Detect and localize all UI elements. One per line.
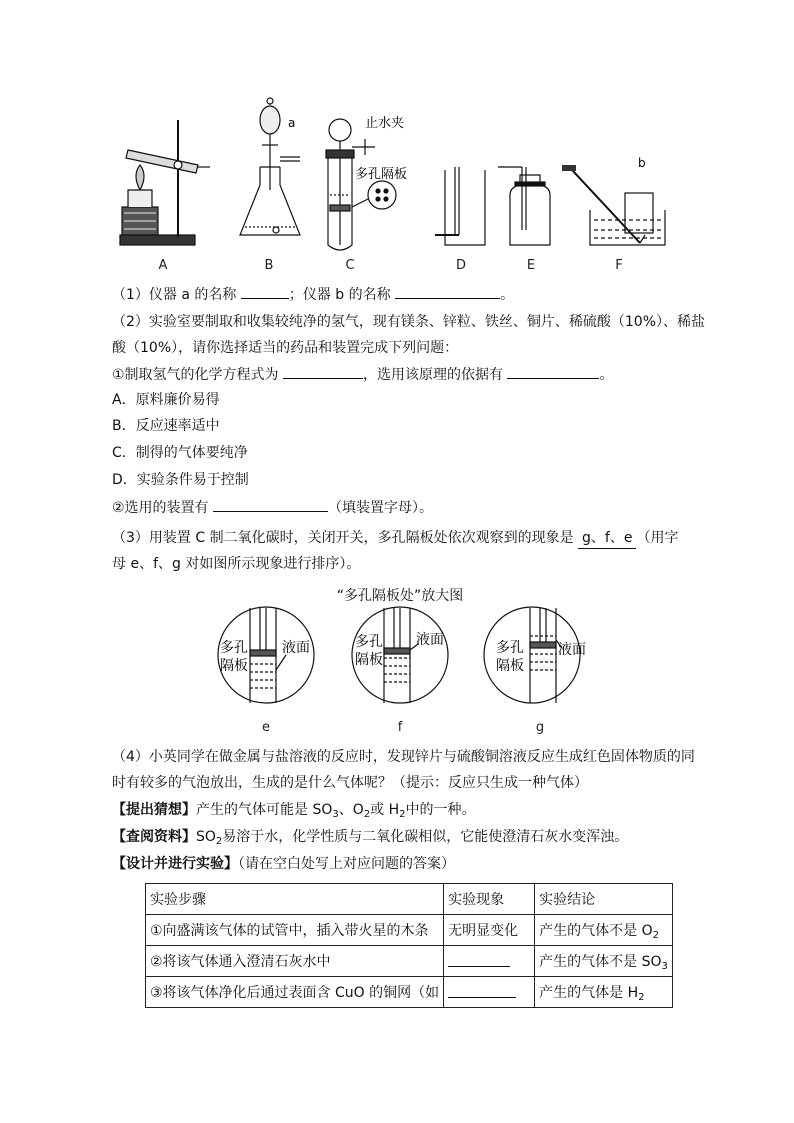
apparatus-figure bbox=[110, 95, 670, 275]
design-heading: 【设计并进行实验】（请在空白处写上对应问题的答案） bbox=[112, 856, 455, 872]
label-b: B bbox=[264, 258, 274, 273]
plate-label-e-2: 隔板 bbox=[220, 658, 248, 674]
option-a: A．原料廉价易得 bbox=[112, 392, 220, 408]
table-row bbox=[146, 946, 673, 977]
plate-label-e-1: 多孔 bbox=[220, 640, 248, 656]
annotation-a: a bbox=[288, 116, 296, 130]
q1-blank-a[interactable] bbox=[241, 284, 289, 299]
basis-blank[interactable] bbox=[507, 364, 599, 379]
magnified-label-e: e bbox=[262, 720, 270, 735]
option-b: B．反应速率适中 bbox=[112, 418, 220, 434]
plate-label-f-2: 隔板 bbox=[355, 652, 383, 668]
plate-label: 多孔隔板 bbox=[355, 167, 408, 182]
apparatus-e-drawing bbox=[498, 167, 550, 245]
table-row bbox=[146, 977, 673, 1008]
phenomenon-blank-cell[interactable] bbox=[444, 946, 535, 977]
label-a: A bbox=[158, 258, 168, 273]
conclusion-cell: 产生的气体是 $H_2$ bbox=[535, 977, 673, 1008]
apparatus-a-drawing bbox=[120, 120, 210, 245]
label-f: F bbox=[615, 258, 623, 273]
table-row bbox=[146, 915, 673, 946]
plate-magnified-figure bbox=[210, 600, 600, 710]
annotation-b: b bbox=[638, 156, 646, 170]
q2-part1: ①制取氢气的化学方程式为 ，选用该原理的依据有 。 bbox=[112, 364, 712, 385]
option-d: D．实验条件易于控制 bbox=[112, 472, 249, 488]
experiment-table bbox=[145, 883, 673, 1008]
hypothesis: 【提出猜想】产生的气体可能是 $SO_3$、$O_2$或 $H_2$中的一种。 bbox=[112, 802, 476, 820]
plate-label-f-1: 多孔 bbox=[355, 634, 383, 650]
step-cell: ①向盛满该气体的试管中，插入带火星的木条 bbox=[146, 915, 444, 946]
equation-blank[interactable] bbox=[283, 364, 363, 379]
conclusion-cell: 产生的气体不是 $SO_3$ bbox=[535, 946, 673, 977]
apparatus-d-drawing bbox=[435, 167, 485, 245]
q2-part2: ②选用的装置有 （填装置字母）。 bbox=[112, 497, 712, 518]
device-blank[interactable] bbox=[213, 497, 328, 512]
apparatus-c-drawing bbox=[326, 119, 396, 250]
option-c: C．制得的气体要纯净 bbox=[112, 445, 248, 461]
conclusion-cell: 产生的气体不是 $O_2$ bbox=[535, 915, 673, 946]
clamp-label: 止水夹 bbox=[365, 116, 405, 131]
q3-line2: 母 e、f、g 对如图所示现象进行排序）。 bbox=[112, 556, 361, 572]
phenomenon-blank-cell[interactable] bbox=[444, 977, 535, 1008]
table-header-row bbox=[146, 884, 673, 915]
liquid-label-g: 液面 bbox=[558, 642, 586, 658]
header-step: 实验步骤 bbox=[146, 884, 444, 915]
q2-line2: 酸（10%），请你选择适当的药品和装置完成下列问题： bbox=[112, 340, 459, 356]
question-1: （1）仪器 a 的名称 ；仪器 b 的名称 。 bbox=[112, 284, 712, 305]
phenomenon-blank[interactable] bbox=[448, 983, 516, 998]
plate-label-g-1: 多孔 bbox=[496, 640, 524, 656]
liquid-label-f: 液面 bbox=[416, 632, 444, 648]
magnified-label-f: f bbox=[397, 720, 403, 735]
label-d: D bbox=[455, 258, 466, 273]
label-c: C bbox=[345, 258, 355, 273]
liquid-label-e: 液面 bbox=[282, 640, 310, 656]
magnified-figure-title: “多孔隔板处”放大图 bbox=[336, 588, 464, 604]
magnified-label-g: g bbox=[535, 720, 545, 735]
q4-line2: 时有较多的气泡放出，生成的是什么气体呢？（提示：反应只生成一种气体） bbox=[112, 775, 588, 791]
phenomenon-blank[interactable] bbox=[448, 952, 510, 967]
q4-line1: （4）小英同学在做金属与盐溶液的反应时，发现锌片与硫酸铜溶液反应生成红色固体物质的同 bbox=[112, 749, 695, 765]
phenomenon-cell: 无明显变化 bbox=[444, 915, 535, 946]
reference: 【查阅资料】$SO_2$易溶于水，化学性质与二氧化碳相似，它能使澄清石灰水变浑浊。 bbox=[112, 829, 629, 847]
q3-line1: （3）用装置 C 制二氧化碳时，关闭开关，多孔隔板处依次观察到的现象是 g、f、e （用字 bbox=[112, 528, 712, 549]
q2-line1: （2）实验室要制取和收集较纯净的氢气，现有镁条、锌粒、铁丝、铜片、稀硫酸（10%）、稀盐 bbox=[112, 314, 706, 330]
header-phenomenon: 实验现象 bbox=[444, 884, 535, 915]
step-cell: ②将该气体通入澄清石灰水中 bbox=[146, 946, 444, 977]
apparatus-f-drawing bbox=[562, 165, 665, 245]
plate-label-g-2: 隔板 bbox=[496, 658, 524, 674]
label-e: E bbox=[526, 258, 536, 273]
step-cell: ③将该气体净化后通过表面含 CuO 的铜网（如 bbox=[146, 977, 444, 1008]
header-conclusion: 实验结论 bbox=[535, 884, 673, 915]
q1-blank-b[interactable] bbox=[395, 284, 500, 299]
q3-answer[interactable]: g、f、e bbox=[578, 528, 636, 549]
